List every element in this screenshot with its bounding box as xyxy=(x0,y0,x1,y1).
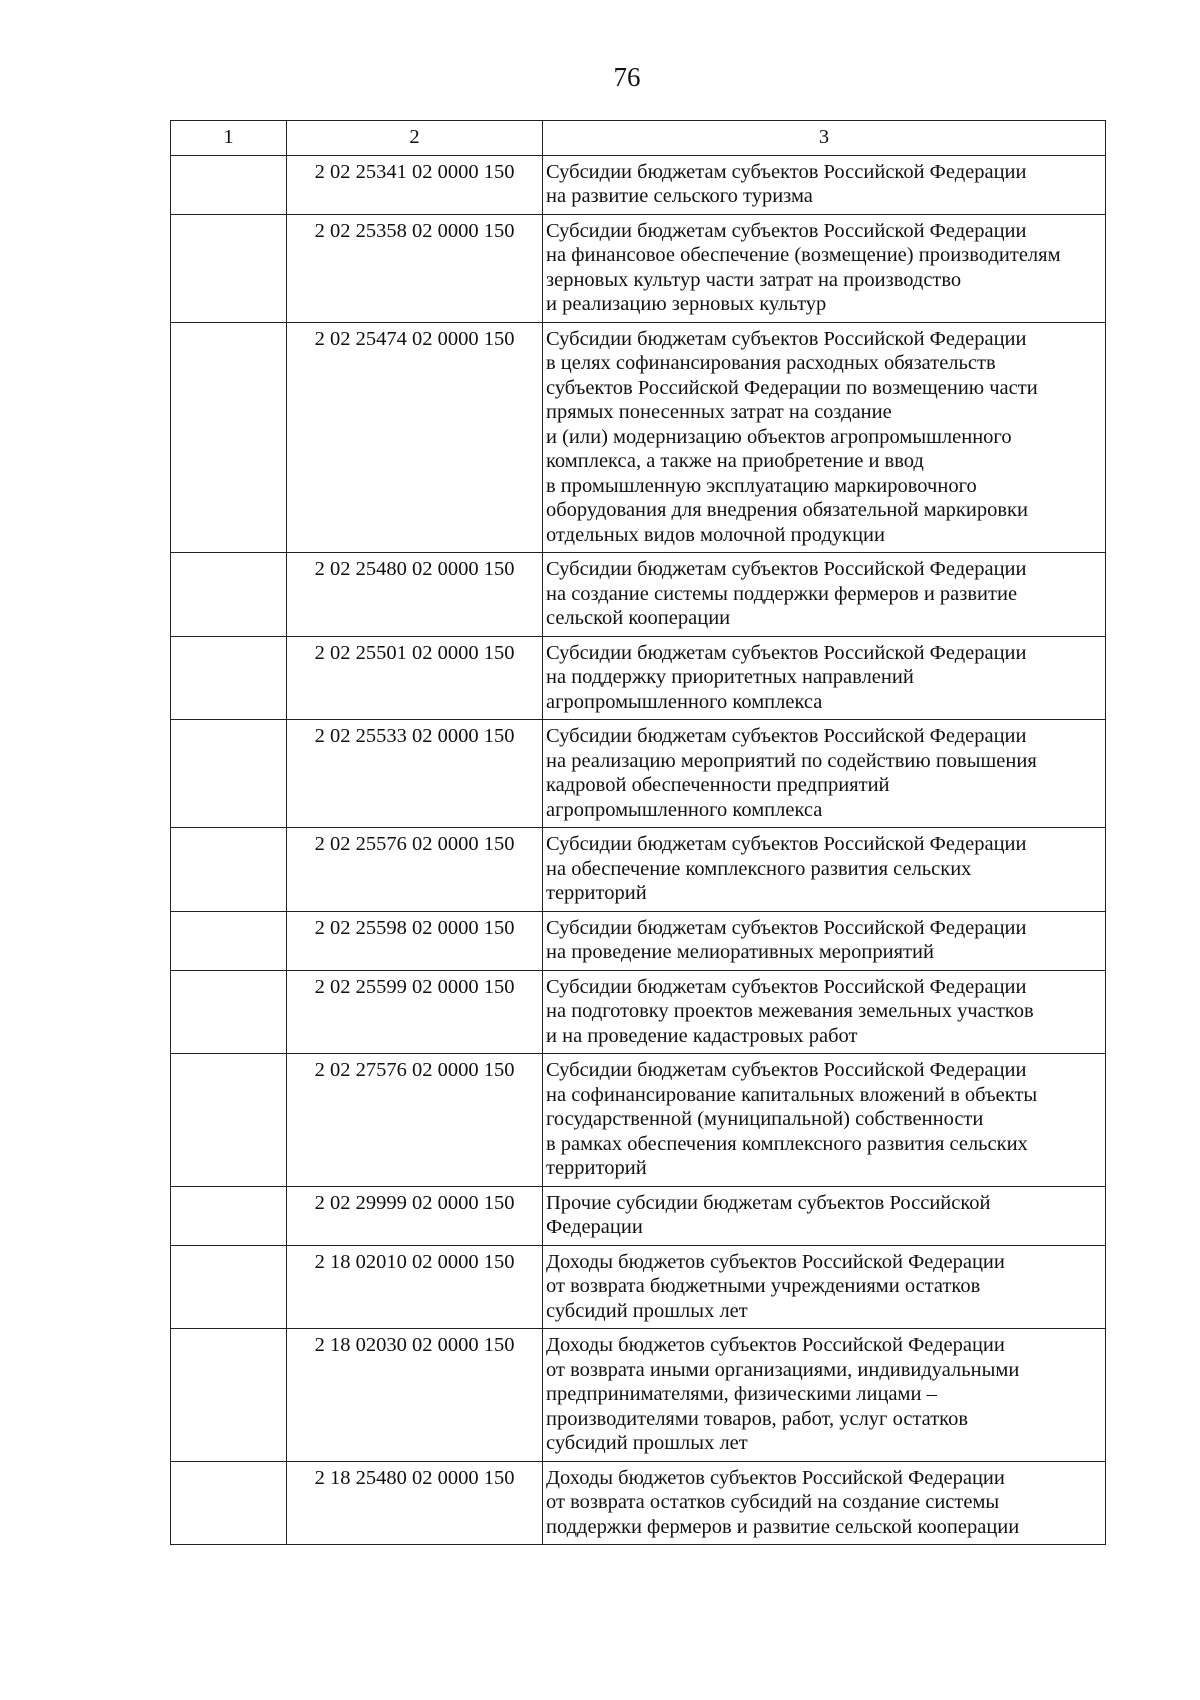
description-line: в целях софинансирования расходных обязательств xyxy=(546,352,996,374)
description-line: субсидий прошлых лет xyxy=(546,1299,748,1322)
description-line: от возврата бюджетными учреждениями остатков xyxy=(546,1275,981,1297)
row-column-1-cell xyxy=(171,911,287,970)
description-line: зерновых культур части затрат на производство xyxy=(546,268,962,291)
table-row xyxy=(171,1186,1106,1245)
income-code-cell: 2 02 25599 02 0000 150 xyxy=(287,970,543,1054)
table-body xyxy=(171,155,1106,1545)
description-line: Федерации xyxy=(546,1216,643,1238)
income-code-cell: 2 02 25480 02 0000 150 xyxy=(287,553,543,637)
table-row xyxy=(171,553,1106,637)
description-line: кадровой обеспеченности предприятий xyxy=(546,774,890,796)
row-column-1-cell xyxy=(171,1329,287,1462)
description-line: Субсидии бюджетам субъектов Российской Федерации xyxy=(546,725,1027,747)
description-line: на обеспечение комплексного развития сельских xyxy=(546,857,972,880)
income-code-cell: 2 18 02010 02 0000 150 xyxy=(287,1245,543,1329)
description-line: субсидий прошлых лет xyxy=(546,1432,748,1454)
table-row xyxy=(171,970,1106,1054)
row-column-1-cell xyxy=(171,155,287,214)
description-line: на реализацию мероприятий по содействию повышения xyxy=(546,749,1037,772)
description-line: оборудования для внедрения обязательной маркировки xyxy=(546,499,1028,521)
description-line: Прочие субсидии бюджетам субъектов Российской xyxy=(546,1191,991,1214)
header-column-1: 1 xyxy=(171,121,287,156)
description-line: Субсидии бюджетам субъектов Российской Федерации xyxy=(546,160,1027,183)
description-line: на проведение мелиоративных мероприятий xyxy=(546,941,934,963)
description-line: производителями товаров, работ, услуг остатков xyxy=(546,1407,969,1430)
description-line: Субсидии бюджетам субъектов Российской Федерации xyxy=(546,1059,1027,1081)
description-line: и реализацию зерновых культур xyxy=(546,293,827,315)
row-column-1-cell xyxy=(171,1054,287,1187)
row-column-1-cell xyxy=(171,1245,287,1329)
table-row xyxy=(171,911,1106,970)
description-line: на создание системы поддержки фермеров и развитие xyxy=(546,582,1018,605)
income-description-cell xyxy=(543,155,1106,214)
description-line: на софинансирование капитальных вложений в объекты xyxy=(546,1083,1038,1106)
header-column-3: 3 xyxy=(543,121,1106,156)
income-code-cell: 2 02 25576 02 0000 150 xyxy=(287,828,543,912)
income-code-cell: 2 02 29999 02 0000 150 xyxy=(287,1186,543,1245)
description-line: комплекса, а также на приобретение и ввод xyxy=(546,450,924,472)
description-line: Субсидии бюджетам субъектов Российской Федерации xyxy=(546,916,1027,939)
income-code-cell: 2 02 27576 02 0000 150 xyxy=(287,1054,543,1187)
row-column-1-cell xyxy=(171,322,287,553)
description-line: государственной (муниципальной) собственности xyxy=(546,1108,984,1130)
description-line: Субсидии бюджетам субъектов Российской Федерации xyxy=(546,558,1027,580)
description-line: на поддержку приоритетных направлений xyxy=(546,666,914,688)
description-line: отдельных видов молочной продукции xyxy=(546,523,885,546)
description-line: Доходы бюджетов субъектов Российской Федерации xyxy=(546,1250,1005,1273)
income-code-cell: 2 02 25358 02 0000 150 xyxy=(287,214,543,322)
description-line: Субсидии бюджетам субъектов Российской Федерации xyxy=(546,975,1027,998)
description-line: агропромышленного комплекса xyxy=(546,690,823,713)
row-column-1-cell xyxy=(171,214,287,322)
income-code-cell: 2 02 25501 02 0000 150 xyxy=(287,636,543,720)
description-line: от возврата иными организациями, индивидуальными xyxy=(546,1358,1020,1381)
table-row xyxy=(171,1245,1106,1329)
table-row xyxy=(171,720,1106,828)
income-description-cell xyxy=(543,1054,1106,1187)
description-line: и на проведение кадастровых работ xyxy=(546,1024,858,1047)
description-line: в промышленную эксплуатацию маркировочного xyxy=(546,474,977,497)
row-column-1-cell xyxy=(171,720,287,828)
row-column-1-cell xyxy=(171,970,287,1054)
income-description-cell xyxy=(543,553,1106,637)
description-line: Доходы бюджетов субъектов Российской Федерации xyxy=(546,1334,1005,1356)
description-line: агропромышленного комплекса xyxy=(546,798,823,821)
description-line: на финансовое обеспечение (возмещение) производителям xyxy=(546,244,1061,266)
income-description-cell xyxy=(543,322,1106,553)
income-code-cell: 2 02 25341 02 0000 150 xyxy=(287,155,543,214)
table-row xyxy=(171,214,1106,322)
table-row xyxy=(171,1054,1106,1187)
description-line: предпринимателями, физическими лицами – xyxy=(546,1383,937,1405)
income-description-cell xyxy=(543,970,1106,1054)
description-line: Субсидии бюджетам субъектов Российской Федерации xyxy=(546,833,1027,855)
income-description-cell xyxy=(543,1461,1106,1545)
table-row xyxy=(171,828,1106,912)
table-row xyxy=(171,636,1106,720)
income-code-cell: 2 02 25598 02 0000 150 xyxy=(287,911,543,970)
description-line: Субсидии бюджетам субъектов Российской Федерации xyxy=(546,219,1027,242)
description-line: территорий xyxy=(546,882,647,904)
income-description-cell xyxy=(543,911,1106,970)
income-code-cell: 2 18 02030 02 0000 150 xyxy=(287,1329,543,1462)
page-number: 76 xyxy=(613,62,641,92)
income-code-cell: 2 18 25480 02 0000 150 xyxy=(287,1461,543,1545)
income-description-cell xyxy=(543,1329,1106,1462)
header-row xyxy=(171,121,1106,156)
description-line: территорий xyxy=(546,1157,647,1179)
header-column-2: 2 xyxy=(287,121,543,156)
description-line: прямых понесенных затрат на создание xyxy=(546,401,892,423)
income-description-cell xyxy=(543,1186,1106,1245)
row-column-1-cell xyxy=(171,553,287,637)
description-line: сельской кооперации xyxy=(546,607,731,629)
description-line: и (или) модернизацию объектов агропромышленного xyxy=(546,425,1012,448)
description-line: Субсидии бюджетам субъектов Российской Федерации xyxy=(546,327,1027,350)
table-row xyxy=(171,155,1106,214)
description-line: субъектов Российской Федерации по возмещению части xyxy=(546,376,1038,399)
row-column-1-cell xyxy=(171,828,287,912)
description-line: от возврата остатков субсидий на создание системы xyxy=(546,1491,1000,1513)
table-row xyxy=(171,322,1106,553)
row-column-1-cell xyxy=(171,1461,287,1545)
income-code-cell: 2 02 25533 02 0000 150 xyxy=(287,720,543,828)
table-row xyxy=(171,1461,1106,1545)
description-line: Доходы бюджетов субъектов Российской Федерации xyxy=(546,1466,1005,1489)
row-column-1-cell xyxy=(171,1186,287,1245)
table-header xyxy=(171,121,1106,156)
income-description-cell xyxy=(543,214,1106,322)
description-line: на подготовку проектов межевания земельных участков xyxy=(546,1000,1034,1022)
description-line: поддержки фермеров и развитие сельской кооперации xyxy=(546,1515,1020,1538)
income-code-cell: 2 02 25474 02 0000 150 xyxy=(287,322,543,553)
income-description-cell xyxy=(543,636,1106,720)
description-line: в рамках обеспечения комплексного развития сельских xyxy=(546,1132,1028,1155)
description-line: Субсидии бюджетам субъектов Российской Федерации xyxy=(546,641,1027,664)
row-column-1-cell xyxy=(171,636,287,720)
income-description-cell xyxy=(543,828,1106,912)
budget-classification-table xyxy=(170,120,1106,1545)
income-description-cell xyxy=(543,1245,1106,1329)
description-line: на развитие сельского туризма xyxy=(546,185,813,207)
income-description-cell xyxy=(543,720,1106,828)
table-row xyxy=(171,1329,1106,1462)
